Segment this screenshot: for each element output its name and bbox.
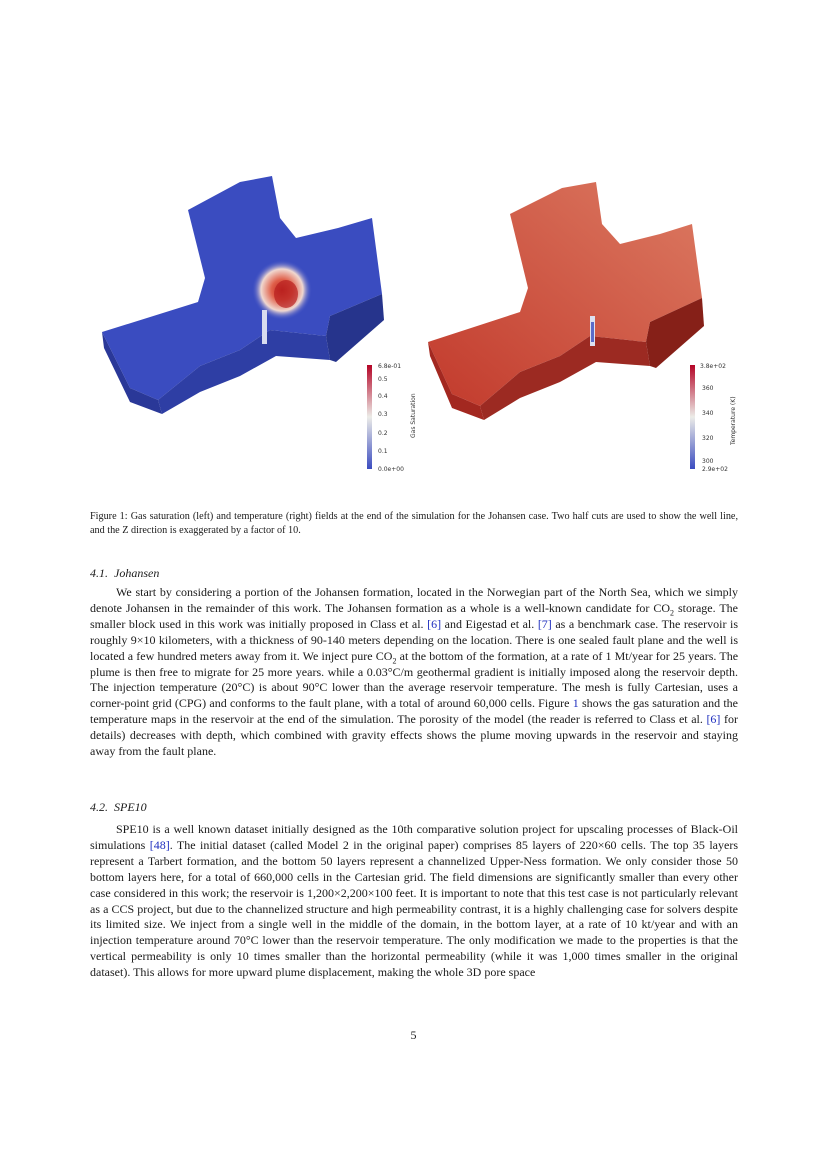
text-run: and Eigestad et al. xyxy=(441,616,538,631)
page-number: 5 xyxy=(410,1028,417,1042)
paragraph-johansen xyxy=(90,585,738,760)
text-run: storage. The smaller block used in this work was initially proposed in Class et al. xyxy=(90,600,739,631)
temp-tick-0: 3.8e+02 xyxy=(700,363,726,370)
gas-colorbar-gradient xyxy=(367,365,372,469)
text-run: for details) decreases with depth, which combined with gravity effects shows the plume moving upwards in the reservoir and staying away from the fault plane. xyxy=(90,712,738,759)
gas-tick-2: 0.4 xyxy=(378,393,388,400)
citation-link[interactable]: [7] xyxy=(537,616,552,631)
section-title: SPE10 xyxy=(114,800,147,814)
figure-reference-link[interactable]: 1 xyxy=(572,696,579,711)
figure-graphics xyxy=(90,170,740,490)
citation-link[interactable]: [6] xyxy=(706,712,721,727)
paragraph-spe10 xyxy=(90,822,738,981)
figure-caption: Figure 1: Gas saturation (left) and temperature (right) fields at the end of the simulation for the Johansen case. Two half cuts are used to show the well line, and the Z direction is exaggerated by a factor of 10. xyxy=(90,511,738,536)
temp-tick-2: 340 xyxy=(702,410,714,417)
gas-tick-0: 6.8e-01 xyxy=(378,363,402,370)
citation-link[interactable]: [48] xyxy=(149,837,170,852)
gas-tick-1: 0.5 xyxy=(378,376,388,383)
temp-tick-3: 320 xyxy=(702,435,714,442)
text-run: as a benchmark case. The reservoir is roughly 9×10 kilometers, with a thickness of 90-140 meters depending on the location. There is one sealed fault plane and the well is located a few hundred meters away from it. We inject pure CO xyxy=(90,616,739,663)
temperature-model xyxy=(428,182,704,420)
section-heading-johansen xyxy=(90,566,165,581)
section-number: 4.1. xyxy=(90,566,108,580)
section-number: 4.2. xyxy=(90,800,108,814)
text-run: We start by considering a portion of the Johansen formation, located in the Norwegian part of the North Sea, which we simply denote Johansen in the remainder of this work. The Johansen formation as a whole is a well-known candidate for CO xyxy=(90,585,738,615)
figure-1 xyxy=(90,170,740,490)
text-run: shows the gas saturation and the temperature maps in the reservoir at the end of the simulation. The porosity of the model (the reader is referred to Class et al. xyxy=(90,696,739,727)
section-title: Johansen xyxy=(114,566,160,580)
gas-tick-6: 0.0e+00 xyxy=(378,466,404,473)
gas-tick-3: 0.3 xyxy=(378,411,388,418)
temperature-colorbar xyxy=(690,363,737,473)
gas-saturation-colorbar xyxy=(367,363,417,473)
citation-link[interactable]: [6] xyxy=(427,616,442,631)
temp-tick-4: 300 xyxy=(702,458,714,465)
gas-saturation-model xyxy=(102,176,384,414)
gas-tick-4: 0.2 xyxy=(378,430,388,437)
temp-colorbar-title: Temperature (K) xyxy=(730,396,737,445)
text-run: SPE10 is a well known dataset initially designed as the 10th comparative solution project for upscaling processes of Black-Oil simulations xyxy=(90,822,738,852)
gas-tick-5: 0.1 xyxy=(378,448,388,455)
temp-tick-5: 2.9e+02 xyxy=(702,466,728,473)
section-heading-spe10 xyxy=(90,800,153,815)
temp-colorbar-gradient xyxy=(690,365,695,469)
text-run: at the bottom of the formation, at a rate of 1 Mt/year for 25 years. The plume is then free to migrate for 25 more years. while a 0.03°C/m geothermal gradient is initially imposed along the reservoir depth. The injection temperature (20°C) is about 90°C lower than the average reservoir temperature. The mesh is fully Cartesian, uses a corner-point grid (CPG) and conforms to the fault plane, with a total of around 60,000 cells. Figure xyxy=(90,648,739,711)
text-run: . The initial dataset (called Model 2 in the original paper) comprises 85 layers of 220×60 cells. The top 35 layers represent a Tarbert formation, and the bottom 50 layers represent a channelized Upper-Ness formation. We only consider those 50 bottom layers here, for a total of 660,000 cells in the Cartesian grid. The field dimensions are significantly smaller than every other case considered in this work; the reservoir is 1,200×2,200×100 feet. It is important to note that this test case is not particularly relevant as a CCS project, but due to the channelized structure and high permeability contrast, it is a highly challenging case for solvers despite its limited size. We inject from a single well in the middle of the domain, in the bottom layer, at a rate of 10 kt/year and with an injection temperature around 70°C lower than the reservoir temperature. The only modification we made to the properties is that the vertical permeability is only 10 times smaller than the horizontal permeability (while it was 1,000 times smaller in the original dataset). This allows for more upward plume displacement, making the whole 3D pore space xyxy=(90,837,738,980)
subscript: 2 xyxy=(670,608,675,618)
subscript: 2 xyxy=(392,656,397,666)
gas-colorbar-title: Gas Saturation xyxy=(410,393,417,438)
temp-tick-1: 360 xyxy=(702,385,714,392)
